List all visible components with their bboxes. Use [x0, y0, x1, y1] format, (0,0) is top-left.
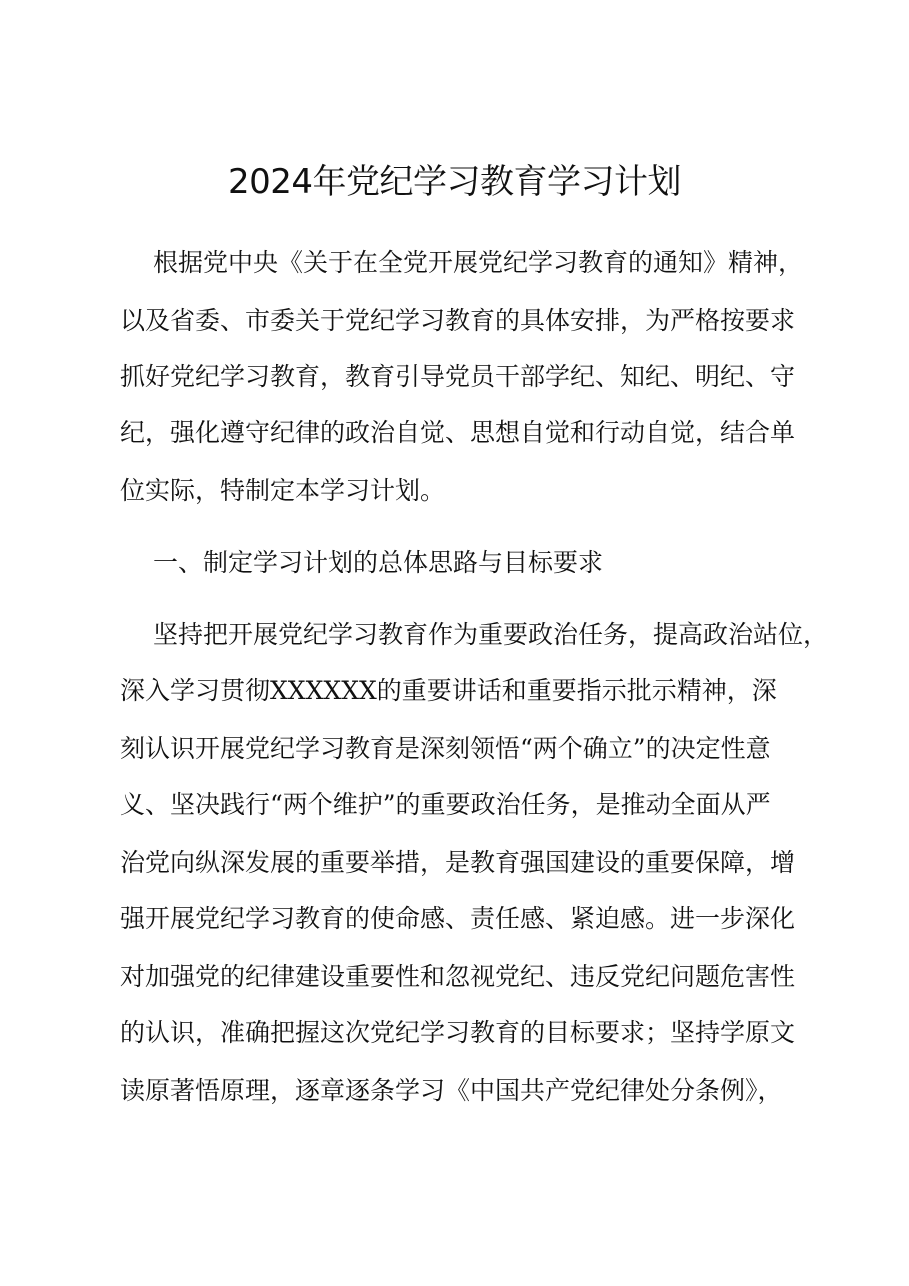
paragraph-line: 的认识，准确把握这次党纪学习教育的目标要求；坚持学原文 — [120, 1018, 796, 1047]
paragraph-line: 抓好党纪学习教育，教育引导党员干部学纪、知纪、明纪、守 — [120, 362, 796, 391]
paragraph-line: 强开展党纪学习教育的使命感、责任感、紧迫感。进一步深化 — [120, 904, 796, 933]
paragraph-line: 根据党中央《关于在全党开展党纪学习教育的通知》精神， — [120, 248, 803, 277]
document-title: 2024年党纪学习教育学习计划 — [227, 162, 682, 202]
paragraph-line: 刻认识开展党纪学习教育是深刻领悟“两个确立”的决定性意 — [120, 734, 771, 763]
paragraph-line: 义、坚决践行“两个维护”的重要政治任务，是推动全面从严 — [120, 790, 771, 819]
paragraph-line: 纪，强化遵守纪律的政治自觉、思想自觉和行动自觉，结合单 — [120, 418, 796, 447]
paragraph-line: 治党向纵深发展的重要举措，是教育强国建设的重要保障，增 — [120, 848, 796, 877]
paragraph-line: 深入学习贯彻XXXXXX的重要讲话和重要指示批示精神，深 — [120, 676, 777, 705]
section-heading: 一、制定学习计划的总体思路与目标要求 — [120, 548, 603, 577]
paragraph-line: 位实际，特制定本学习计划。 — [120, 476, 446, 505]
paragraph-line: 读原著悟原理，逐章逐条学习《中国共产党纪律处分条例》， — [120, 1076, 783, 1105]
paragraph-line: 以及省委、市委关于党纪学习教育的具体安排，为严格按要求 — [120, 306, 796, 335]
paragraph-line: 对加强党的纪律建设重要性和忽视党纪、违反党纪问题危害性 — [120, 962, 796, 991]
paragraph-line: 坚持把开展党纪学习教育作为重要政治任务，提高政治站位， — [120, 620, 828, 649]
